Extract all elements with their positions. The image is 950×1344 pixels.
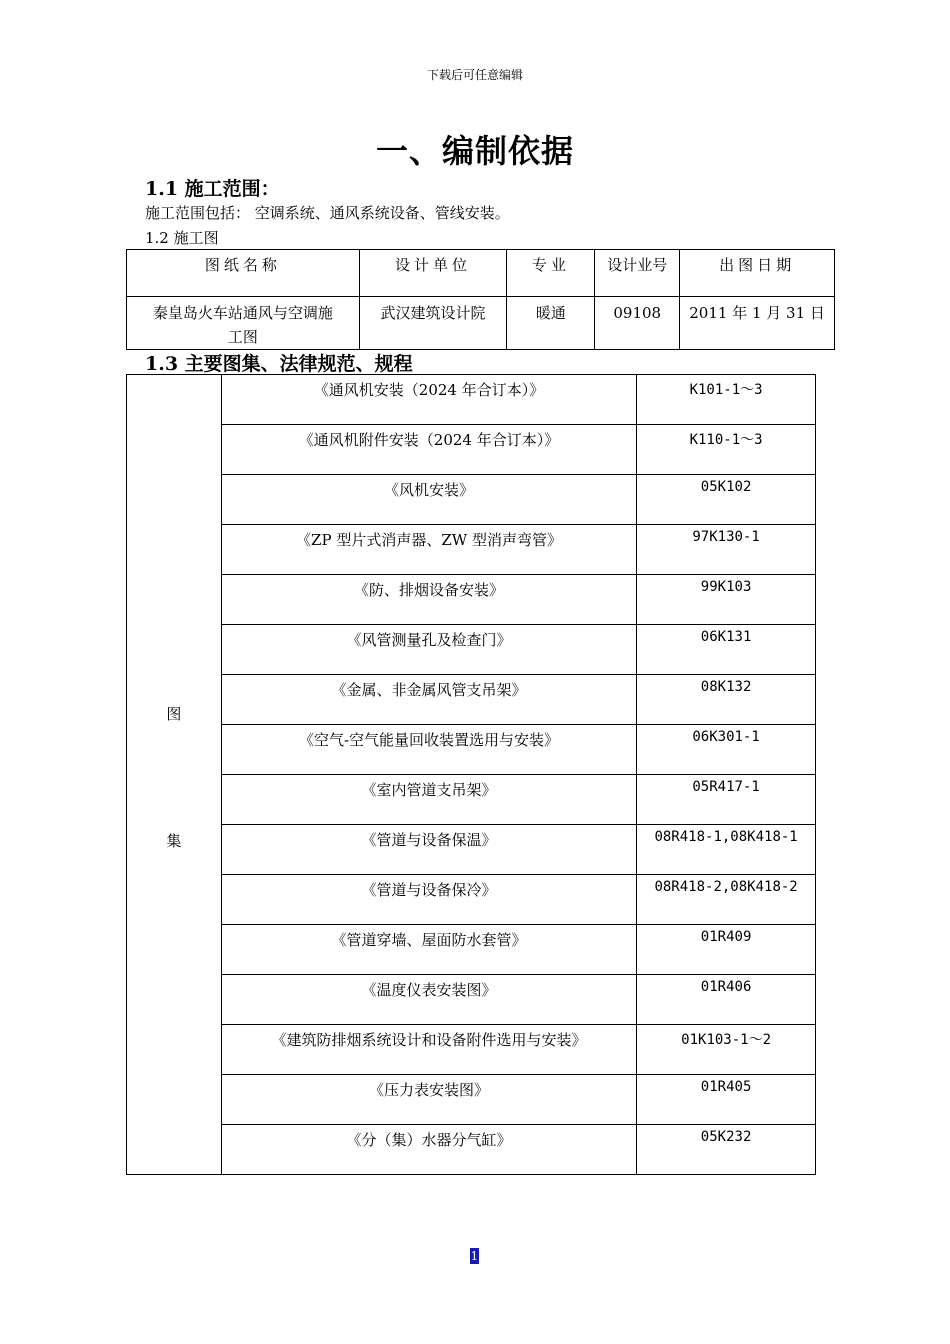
- atlas-title-cell: 《室内管道支吊架》: [221, 775, 636, 825]
- category-cell: [127, 375, 222, 1175]
- atlas-title-cell: 《建筑防排烟系统设计和设备附件选用与安装》: [221, 1025, 636, 1075]
- atlas-code-cell: K110-1～3: [637, 425, 816, 475]
- category-char: 图: [166, 704, 182, 723]
- atlas-code-cell: 01K103-1～2: [637, 1025, 816, 1075]
- table-row: [127, 425, 816, 475]
- header-note: 下载后可任意编辑: [426, 68, 523, 82]
- table-row: [127, 1125, 816, 1175]
- table-row: [127, 625, 816, 675]
- table-row: [127, 375, 816, 425]
- drawing-table: [126, 249, 835, 350]
- table-cell: 2011 年 1 月 31 日: [680, 297, 835, 350]
- table-row: [127, 725, 816, 775]
- table-row: [127, 475, 816, 525]
- atlas-title-cell: 《通风机附件安装（2024 年合订本）》: [221, 425, 636, 475]
- section-1-1-heading: 1.1 施工范围：: [145, 178, 280, 200]
- atlas-code-cell: 08R418-2,08K418-2: [637, 875, 816, 925]
- atlas-title-cell: 《管道穿墙、屋面防水套管》: [221, 925, 636, 975]
- table-cell: 09108: [595, 297, 680, 350]
- page-number: 1: [470, 1249, 479, 1263]
- atlas-code-cell: K101-1～3: [637, 375, 816, 425]
- atlas-title-cell: 《分（集）水器分气缸》: [221, 1125, 636, 1175]
- category-char: 集: [166, 831, 182, 850]
- atlas-title-cell: 《金属、非金属风管支吊架》: [221, 675, 636, 725]
- table-row: [127, 825, 816, 875]
- table-row: [127, 675, 816, 725]
- table-cell: 秦皇岛火车站通风与空调施工图: [127, 297, 360, 350]
- atlas-title-cell: 《通风机安装（2024 年合订本）》: [221, 375, 636, 425]
- atlas-code-cell: 05R417-1: [637, 775, 816, 825]
- table-row: [127, 925, 816, 975]
- atlas-title-cell: 《风管测量孔及检查门》: [221, 625, 636, 675]
- column-header: 图纸名称: [127, 250, 360, 297]
- table-cell: 暖通: [507, 297, 595, 350]
- atlas-title-cell: 《管道与设备保冷》: [221, 875, 636, 925]
- table-row: [127, 297, 835, 350]
- atlas-title-cell: 《温度仪表安装图》: [221, 975, 636, 1025]
- atlas-code-cell: 05K102: [637, 475, 816, 525]
- atlas-code-cell: 08R418-1,08K418-1: [637, 825, 816, 875]
- column-header: 设计单位: [359, 250, 507, 297]
- atlas-title-cell: 《ZP 型片式消声器、ZW 型消声弯管》: [221, 525, 636, 575]
- table-row: [127, 575, 816, 625]
- category-label: [127, 703, 221, 851]
- table-cell: 武汉建筑设计院: [359, 297, 507, 350]
- atlas-title-cell: 《管道与设备保温》: [221, 825, 636, 875]
- section-1-1-text: 施工范围包括： 空调系统、通风系统设备、管线安装。: [145, 204, 510, 222]
- atlas-code-cell: 01R409: [637, 925, 816, 975]
- table-row: [127, 1025, 816, 1075]
- table-row: [127, 1075, 816, 1125]
- atlas-code-cell: 97K130-1: [637, 525, 816, 575]
- atlas-code-cell: 01R406: [637, 975, 816, 1025]
- table-row: [127, 875, 816, 925]
- atlas-title-cell: 《空气-空气能量回收装置选用与安装》: [221, 725, 636, 775]
- atlas-title-cell: 《防、排烟设备安装》: [221, 575, 636, 625]
- table-row: [127, 775, 816, 825]
- table-row: [127, 525, 816, 575]
- atlas-code-cell: 06K131: [637, 625, 816, 675]
- atlas-code-cell: 08K132: [637, 675, 816, 725]
- column-header: 出图日期: [680, 250, 835, 297]
- drawing-table-header: [127, 250, 835, 297]
- atlas-title-cell: 《风机安装》: [221, 475, 636, 525]
- section-1-2-heading: 1.2 施工图: [145, 229, 219, 247]
- table-row: [127, 975, 816, 1025]
- atlas-code-cell: 05K232: [637, 1125, 816, 1175]
- atlas-code-cell: 01R405: [637, 1075, 816, 1125]
- section-1-3-heading: 1.3 主要图集、法律规范、规程: [145, 353, 413, 375]
- column-header: 设计业号: [595, 250, 680, 297]
- atlas-code-cell: 99K103: [637, 575, 816, 625]
- atlas-title-cell: 《压力表安装图》: [221, 1075, 636, 1125]
- page-title: 一、编制依据: [375, 132, 574, 170]
- atlas-code-cell: 06K301-1: [637, 725, 816, 775]
- atlas-table: [126, 374, 816, 1175]
- column-header: 专业: [507, 250, 595, 297]
